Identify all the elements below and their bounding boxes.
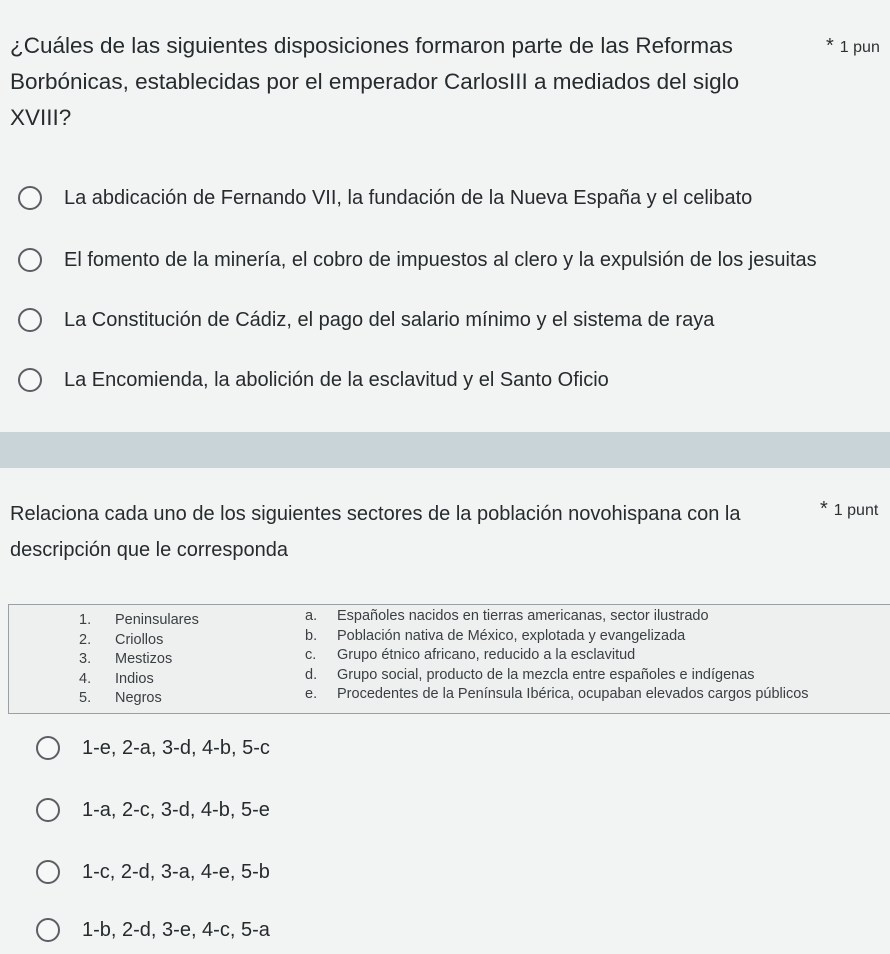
q1-option-1[interactable] xyxy=(0,178,752,218)
q1-option-3[interactable] xyxy=(0,300,714,340)
sectors-column xyxy=(79,611,199,709)
points-label: 1 pun xyxy=(839,39,880,56)
q2-option-1[interactable] xyxy=(0,728,270,768)
question-1-title: ¿Cuáles de las siguientes disposiciones formaron parte de las Reformas Borbónicas, establecidas por el emperador CarlosIII a mediados del siglo XVIII? xyxy=(10,33,740,130)
required-icon: * xyxy=(820,498,828,520)
q2-option-3[interactable] xyxy=(0,852,270,892)
radio-button-icon[interactable] xyxy=(36,798,60,822)
description-row: e. Procedentes de la Península Ibérica, ocupaban elevados cargos públicos xyxy=(305,686,809,702)
option-label: 1-c, 2-d, 3-a, 4-e, 5-b xyxy=(82,860,270,883)
question-card-1 xyxy=(0,0,890,432)
radio-button-icon[interactable] xyxy=(18,308,42,332)
radio-button-icon[interactable] xyxy=(36,736,60,760)
descriptions-column xyxy=(305,607,809,705)
matching-table-image xyxy=(8,604,890,714)
description-row: a. Españoles nacidos en tierras americanas, sector ilustrado xyxy=(305,608,709,624)
option-label: La abdicación de Fernando VII, la fundación de la Nueva España y el celibato xyxy=(64,186,753,209)
radio-button-icon[interactable] xyxy=(36,918,60,942)
radio-button-icon[interactable] xyxy=(18,186,42,210)
question-2-title: Relaciona cada uno de los siguientes sectores de la población novohispana con la descripción que le corresponda xyxy=(10,503,741,561)
option-label: 1-e, 2-a, 3-d, 4-b, 5-c xyxy=(82,736,270,759)
sector-row: 1. Peninsulares xyxy=(79,612,199,628)
question-1-points xyxy=(826,35,880,58)
question-2-points xyxy=(820,498,878,521)
required-icon: * xyxy=(826,35,834,57)
radio-button-icon[interactable] xyxy=(18,368,42,392)
points-label: 1 punt xyxy=(833,502,879,519)
description-row: b. Población nativa de México, explotada y evangelizada xyxy=(305,627,686,644)
q1-option-4[interactable] xyxy=(0,360,609,400)
sector-row: 3. Mestizos xyxy=(79,651,173,667)
option-label: 1-a, 2-c, 3-d, 4-b, 5-e xyxy=(82,798,270,821)
radio-button-icon[interactable] xyxy=(36,860,60,884)
sector-row: 5. Negros xyxy=(79,690,162,706)
option-label: La Constitución de Cádiz, el pago del salario mínimo y el sistema de raya xyxy=(64,308,715,331)
sector-row: 4. Indios xyxy=(79,670,154,687)
q2-option-4[interactable] xyxy=(0,910,270,950)
q1-option-2[interactable] xyxy=(0,240,817,280)
section-divider xyxy=(0,432,890,468)
option-label: La Encomienda, la abolición de la esclavitud y el Santo Oficio xyxy=(64,368,609,391)
sector-row: 2. Criollos xyxy=(79,631,164,648)
description-row: c. Grupo étnico africano, reducido a la esclavitud xyxy=(305,647,636,663)
option-label: El fomento de la minería, el cobro de impuestos al clero y la expulsión de los jesuitas xyxy=(64,248,817,271)
description-row: d. Grupo social, producto de la mezcla entre españoles e indígenas xyxy=(305,666,755,683)
q2-option-2[interactable] xyxy=(0,790,270,830)
option-label: 1-b, 2-d, 3-e, 4-c, 5-a xyxy=(82,918,270,941)
radio-button-icon[interactable] xyxy=(18,248,42,272)
